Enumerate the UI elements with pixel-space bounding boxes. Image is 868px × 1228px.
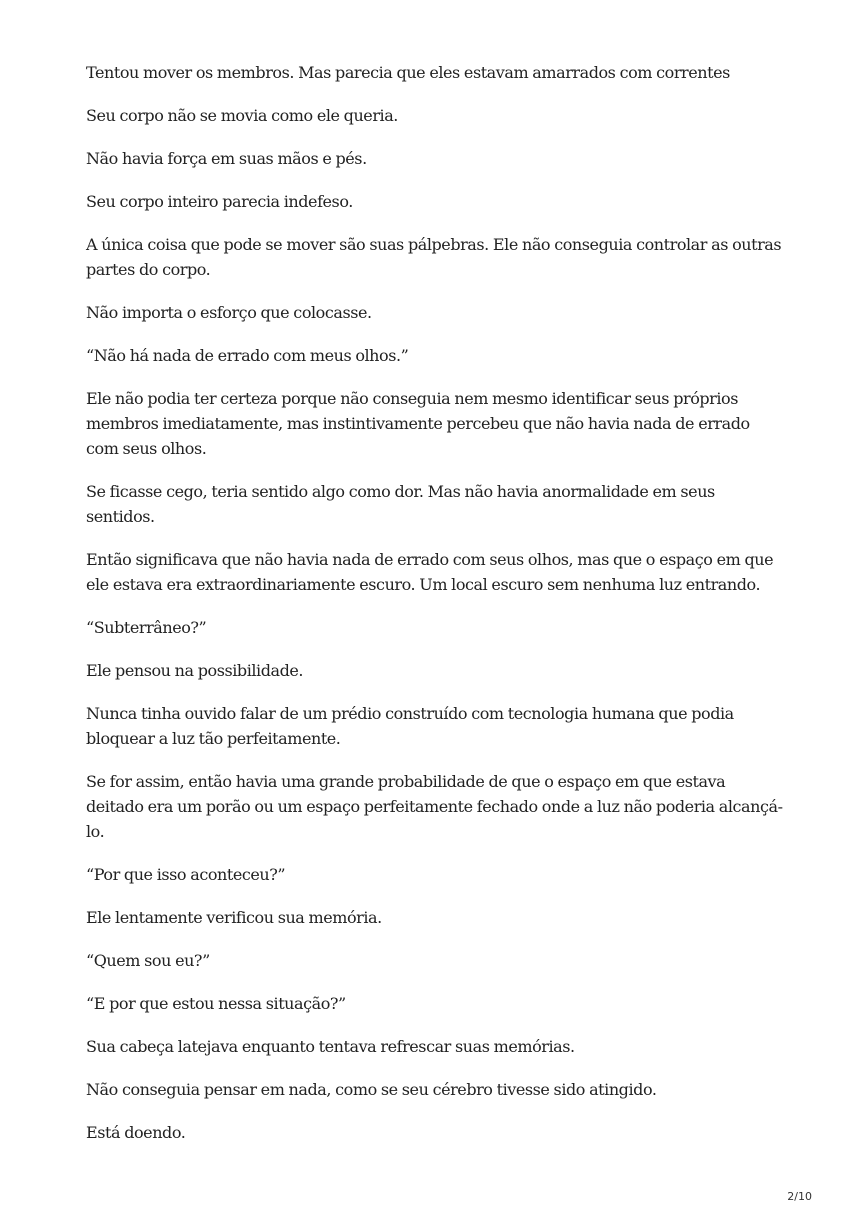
paragraph: Se ficasse cego, teria sentido algo como dor. Mas não havia anormalidade em seus sentidos. (86, 482, 715, 526)
paragraph: A única coisa que pode se mover são suas pálpebras. Ele não conseguia controlar as outras partes do corpo. (86, 235, 782, 279)
paragraph: Sua cabeça latejava enquanto tentava refrescar suas memórias. (86, 1037, 575, 1056)
paragraph: Seu corpo não se movia como ele queria. (86, 106, 398, 125)
document-body (86, 60, 786, 1163)
paragraph: Não havia força em suas mãos e pés. (86, 149, 367, 168)
page-number: 2/10 (787, 1190, 812, 1203)
paragraph: “Por que isso aconteceu?” (86, 865, 286, 884)
paragraph: “Subterrâneo?” (86, 618, 207, 637)
paragraph: Se for assim, então havia uma grande probabilidade de que o espaço em que estava deitado era um porão ou um espaço perfeitamente fechado onde a luz não poderia alcançá-lo. (86, 772, 783, 841)
paragraph: Está doendo. (86, 1123, 186, 1142)
paragraph: Ele pensou na possibilidade. (86, 661, 304, 680)
paragraph: Não importa o esforço que colocasse. (86, 303, 372, 322)
paragraph: “E por que estou nessa situação?” (86, 994, 346, 1013)
paragraph: Ele não podia ter certeza porque não conseguia nem mesmo identificar seus próprios membros imediatamente, mas instintivamente percebeu que não havia nada de errado com seus olhos. (86, 389, 750, 458)
paragraph: Nunca tinha ouvido falar de um prédio construído com tecnologia humana que podia bloquear a luz tão perfeitamente. (86, 704, 734, 748)
paragraph: Tentou mover os membros. Mas parecia que eles estavam amarrados com correntes (86, 63, 730, 82)
paragraph: Não conseguia pensar em nada, como se seu cérebro tivesse sido atingido. (86, 1080, 657, 1099)
paragraph: Então significava que não havia nada de errado com seus olhos, mas que o espaço em que ele estava era extraordinariamente escuro. Um local escuro sem nenhuma luz entrando. (86, 550, 774, 594)
paragraph: “Não há nada de errado com meus olhos.” (86, 346, 409, 365)
paragraph: Seu corpo inteiro parecia indefeso. (86, 192, 353, 211)
paragraph: “Quem sou eu?” (86, 951, 210, 970)
paragraph: Ele lentamente verificou sua memória. (86, 908, 382, 927)
